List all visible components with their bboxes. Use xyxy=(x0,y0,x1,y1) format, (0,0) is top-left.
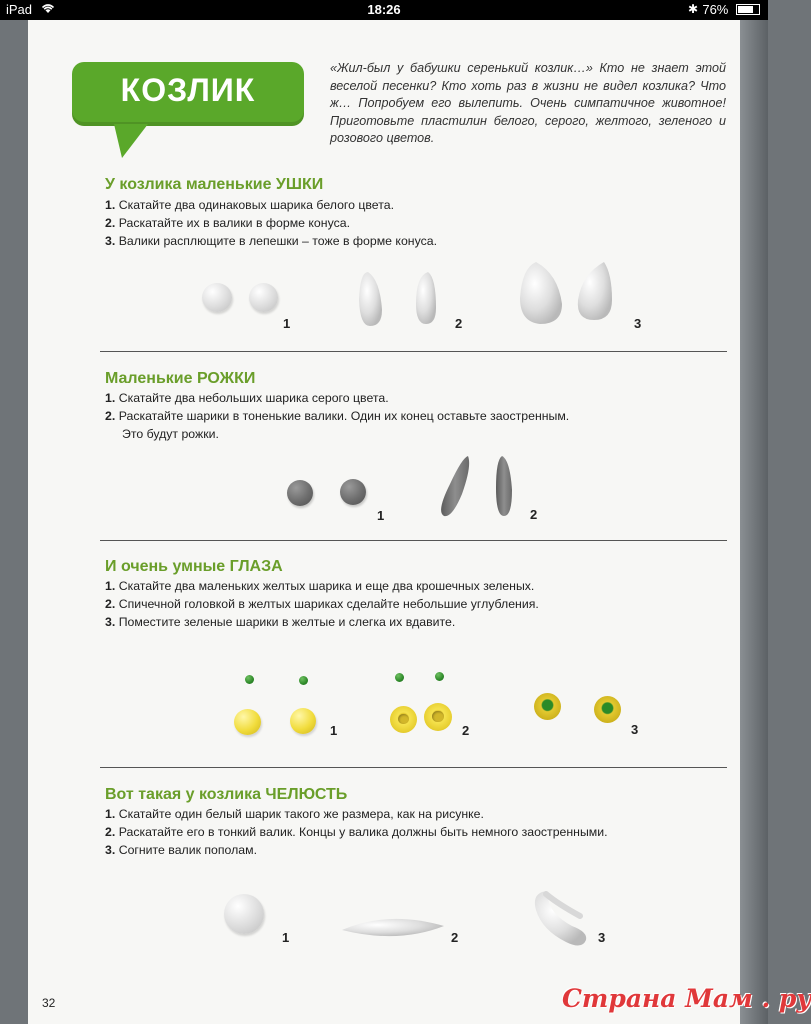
step-continuation: Это будут рожки. xyxy=(122,427,219,441)
page-edge xyxy=(740,20,768,1024)
yellow-ball xyxy=(234,709,261,735)
step-label: 2 xyxy=(530,507,538,522)
white-ball xyxy=(202,283,232,312)
step: 3. Валики расплющите в лепешки – тоже в форме конуса. xyxy=(105,234,437,248)
white-roll xyxy=(338,910,448,944)
eye xyxy=(594,696,621,723)
steps-eyes xyxy=(105,577,725,631)
battery-percent: 76% xyxy=(702,2,729,17)
bluetooth-icon: ✱ xyxy=(687,2,698,16)
bent-roll xyxy=(528,886,598,956)
grey-ball xyxy=(287,480,313,506)
green-ball xyxy=(395,673,404,682)
title-bubble-tail xyxy=(114,124,148,158)
eye xyxy=(534,693,561,720)
step: 3. Согните валик пополам. xyxy=(105,843,257,857)
step: 2. Раскатайте их в валики в форме конуса. xyxy=(105,216,350,230)
step-label: 2 xyxy=(462,723,470,738)
section-title-jaw: Вот такая у козлика ЧЕЛЮСТЬ xyxy=(105,786,348,803)
step-label: 3 xyxy=(598,930,606,945)
step: 1. Скатайте два одинаковых шарика белого цвета. xyxy=(105,198,394,212)
yellow-ball xyxy=(290,708,316,734)
step: 2. Раскатайте шарики в тоненькие валики. Один их конец оставьте заостренным. xyxy=(105,409,570,423)
divider xyxy=(100,540,727,541)
grey-ball xyxy=(340,479,366,505)
divider xyxy=(100,351,727,352)
step: 2. Раскатайте его в тонкий валик. Концы у валика должны быть немного заостренными. xyxy=(105,825,608,839)
grey-horns xyxy=(432,454,522,520)
page-title: КОЗЛИК xyxy=(120,72,256,108)
step-label: 3 xyxy=(631,722,639,737)
step-label: 3 xyxy=(634,316,642,331)
step-label: 1 xyxy=(330,723,338,738)
page-number: 32 xyxy=(42,996,56,1010)
battery-icon xyxy=(736,4,760,15)
intro-text: «Жил-был у бабушки серенький козлик…» Кто не знает этой веселой песенки? Кто хоть раз в жизни не видел козлика? Что ж… Попробуем его вылепить. Очень симпатичное животное! Приготовьте пластилин белого, серого, желтого, зеленого и розового цветов. xyxy=(330,61,726,145)
divider xyxy=(100,767,727,768)
section-title-eyes: И очень умные ГЛАЗА xyxy=(105,558,283,575)
clock: 18:26 xyxy=(367,2,401,17)
steps-ears xyxy=(105,196,725,250)
green-ball xyxy=(245,675,254,684)
step: 1. Скатайте один белый шарик такого же размера, как на рисунке. xyxy=(105,807,484,821)
step-label: 1 xyxy=(377,508,385,523)
white-flat-cones xyxy=(518,260,628,330)
steps-horns xyxy=(105,389,725,443)
green-ball xyxy=(435,672,444,681)
white-ball xyxy=(224,894,264,934)
battery-indicator xyxy=(702,2,760,17)
white-cones xyxy=(356,270,466,330)
step: 2. Спичечной головкой в желтых шариках сделайте небольшие углубления. xyxy=(105,597,539,611)
device-name: iPad xyxy=(6,2,33,17)
green-ball xyxy=(299,676,308,685)
book-page xyxy=(28,20,740,1024)
steps-jaw xyxy=(105,805,725,859)
watermark: Страна Мам . ру xyxy=(562,984,811,1013)
yellow-cup xyxy=(390,706,417,733)
step-label: 1 xyxy=(283,316,291,331)
step: 1. Скатайте два небольших шарика серого цвета. xyxy=(105,391,389,405)
yellow-cup xyxy=(424,703,452,731)
section-title-ears: У козлика маленькие УШКИ xyxy=(105,176,324,193)
section-title-horns: Маленькие РОЖКИ xyxy=(105,370,256,387)
white-ball xyxy=(249,283,278,312)
step-label: 2 xyxy=(455,316,463,331)
status-bar xyxy=(0,0,768,20)
step: 3. Поместите зеленые шарики в желтые и слегка их вдавите. xyxy=(105,615,456,629)
step-label: 2 xyxy=(451,930,459,945)
step-label: 1 xyxy=(282,930,290,945)
step: 1. Скатайте два маленьких желтых шарика и еще два крошечных зеленых. xyxy=(105,579,535,593)
